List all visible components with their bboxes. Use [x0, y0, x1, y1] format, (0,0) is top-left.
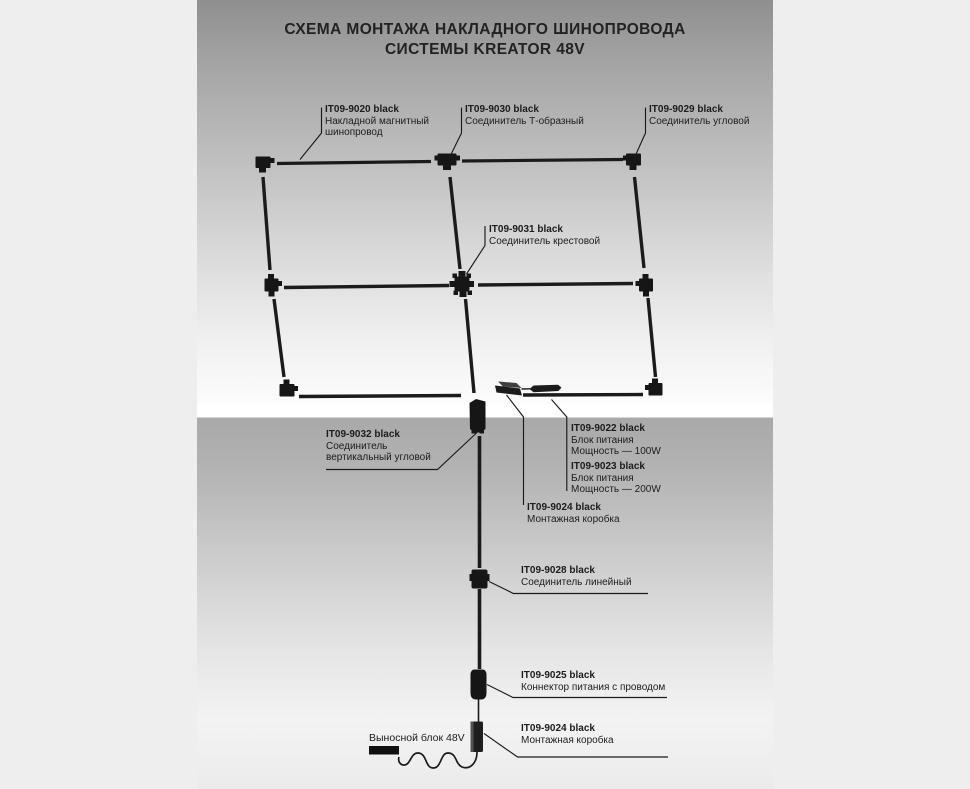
label-mount-box-top	[527, 502, 620, 525]
track-rail	[284, 286, 449, 288]
part-desc: Монтажная коробка	[521, 734, 614, 746]
track-rail	[478, 284, 633, 286]
part-code: IT09-9024 black	[521, 723, 595, 734]
label-tee-connector	[465, 104, 584, 127]
corner-connector-bottom-left	[280, 380, 299, 397]
part-desc: Коннектор питания с проводом	[521, 681, 666, 693]
part-desc: Монтажная коробка	[527, 513, 620, 525]
tee-connector-top	[435, 154, 461, 171]
track-rail	[635, 177, 645, 268]
label-vertical-corner	[326, 429, 431, 464]
part-code: IT09-9028 black	[521, 565, 595, 576]
label-track	[325, 104, 429, 139]
track-rail	[277, 162, 431, 164]
tee-connector-mid-left	[265, 274, 283, 297]
part-desc: Мощность — 100W	[571, 446, 661, 458]
track-rail	[299, 396, 461, 397]
track-rail	[648, 298, 656, 377]
leader-cross	[467, 226, 486, 274]
page-title-line2: СИСТЕМЫ KREATOR 48V	[384, 40, 586, 58]
cross-connector	[450, 271, 475, 297]
part-code: IT09-9022 black	[571, 423, 645, 434]
part-desc: Соединитель Т-образный	[465, 115, 584, 127]
leader-psu	[552, 400, 567, 492]
power-cord-wave	[399, 752, 477, 768]
linear-connector	[470, 570, 490, 589]
part-code: IT09-9032 black	[326, 429, 400, 440]
label-psu-200w	[571, 461, 661, 496]
part-desc: Блок питания	[571, 472, 634, 484]
page-title-line1: СХЕМА МОНТАЖА НАКЛАДНОГО ШИНОПРОВОДА	[284, 21, 686, 38]
track-rail	[462, 160, 623, 162]
vertical-corner-connector	[470, 399, 486, 434]
track-rail	[274, 299, 284, 377]
power-feed-connector	[471, 670, 487, 700]
leader-corner	[635, 108, 646, 158]
part-code: IT09-9024 black	[527, 502, 601, 513]
part-desc: Соединитель угловой	[649, 115, 750, 127]
part-code: IT09-9030 black	[465, 104, 539, 115]
track-rail	[523, 395, 643, 396]
junction-box-bevel	[471, 722, 474, 753]
part-code: IT09-9025 black	[521, 670, 595, 681]
track-rail	[450, 177, 460, 269]
power-supply-device	[530, 385, 562, 393]
leader-mount-box-top	[507, 395, 524, 505]
leader-track	[300, 108, 322, 160]
part-desc: вертикальный угловой	[326, 452, 431, 464]
tee-connector-mid-right	[636, 274, 654, 297]
part-code: IT09-9031 black	[489, 224, 563, 235]
leader-tee	[450, 108, 462, 158]
part-desc: Соединитель	[326, 440, 388, 452]
part-desc: Соединитель крестовой	[489, 235, 601, 247]
page-title	[197, 20, 773, 59]
part-code: IT09-9029 black	[649, 104, 723, 115]
label-corner-connector	[649, 104, 749, 127]
part-desc: Блок питания	[571, 434, 634, 446]
corner-connector-bottom-right	[645, 379, 663, 396]
external-driver-block	[369, 746, 399, 755]
track-rail	[466, 299, 475, 393]
label-linear-connector	[521, 565, 632, 588]
part-code: IT09-9020 black	[325, 104, 399, 115]
part-code: IT09-9023 black	[571, 461, 645, 472]
label-mount-box-bottom	[521, 723, 614, 746]
label-cross-connector	[489, 224, 600, 247]
label-power-connector	[521, 670, 665, 693]
part-desc: Соединитель линейный	[521, 576, 632, 588]
part-desc: Накладной магнитный	[325, 115, 430, 127]
track-rail	[263, 177, 270, 270]
part-desc: Мощность — 200W	[571, 484, 661, 496]
corner-connector-top-left	[256, 157, 275, 173]
label-external-block: Выносной блок 48V	[369, 732, 465, 744]
part-desc: шинопровод	[325, 127, 383, 139]
label-psu-100w	[571, 423, 661, 458]
corner-connector-top-right	[623, 154, 641, 171]
